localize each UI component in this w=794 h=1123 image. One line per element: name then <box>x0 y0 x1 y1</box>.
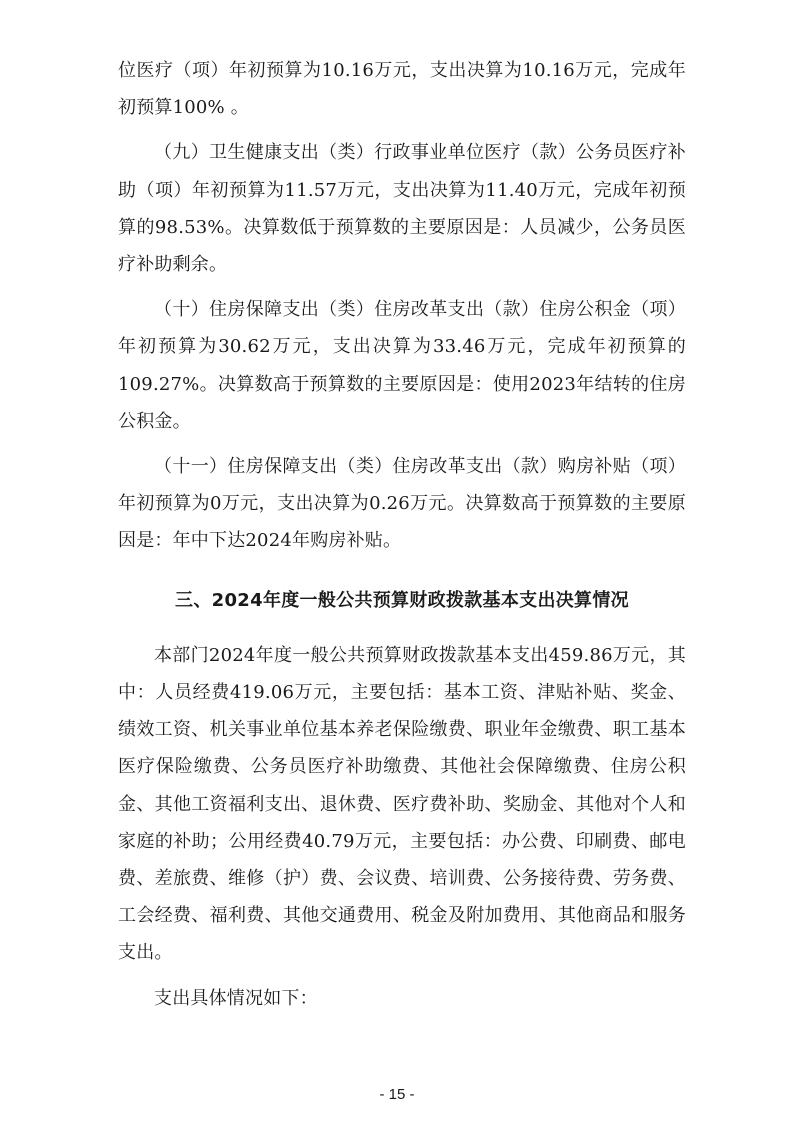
paragraph-item-nine: （九）卫生健康支出（类）行政事业单位医疗（款）公务员医疗补助（项）年初预算为11.57万元，支出决算为11.40万元，完成年初预算的98.53%。决算数低于预算数的主要原因是：人员减少，公务员医疗补助剩余。 <box>118 142 686 276</box>
section-heading: 三、2024年度一般公共预算财政拨款基本支出决算情况 <box>175 589 629 611</box>
continued-paragraph: 位医疗（项）年初预算为10.16万元，支出决算为10.16万元，完成年初预算100% 。 <box>118 60 686 119</box>
page-number: - 15 - <box>379 1086 415 1103</box>
paragraph-item-ten: （十）住房保障支出（类）住房改革支出（款）住房公积金（项）年初预算为30.62万元，支出决算为33.46万元，完成年初预算的109.27%。决算数高于预算数的主要原因是：使用2023年结转的住房公积金。 <box>118 299 686 432</box>
paragraph-basic-expenditure: 本部门2024年度一般公共预算财政拨款基本支出459.86万元，其中：人员经费419.06万元，主要包括：基本工资、津贴补贴、奖金、绩效工资、机关事业单位基本养老保险缴费、职业年金缴费、职工基本医疗保险缴费、公务员医疗补助缴费、其他社会保障缴费、住房公积金、其他工资福利支出、退休费、医疗费补助、奖励金、其他对个人和家庭的补助；公用经费40.79万元，主要包括：办公费、印刷费、邮电费、差旅费、维修（护）费、会议费、培训费、公务接待费、劳务费、工会经费、福利费、其他交通费用、税金及附加费用、其他商品和服务支出。 <box>118 644 686 964</box>
paragraph-item-eleven: （十一）住房保障支出（类）住房改革支出（款）购房补贴（项）年初预算为0万元，支出决算为0.26万元。决算数高于预算数的主要原因是：年中下达2024年购房补贴。 <box>118 456 686 552</box>
document-body <box>118 52 686 1017</box>
paragraph-details-intro: 支出具体情况如下： <box>154 987 318 1009</box>
